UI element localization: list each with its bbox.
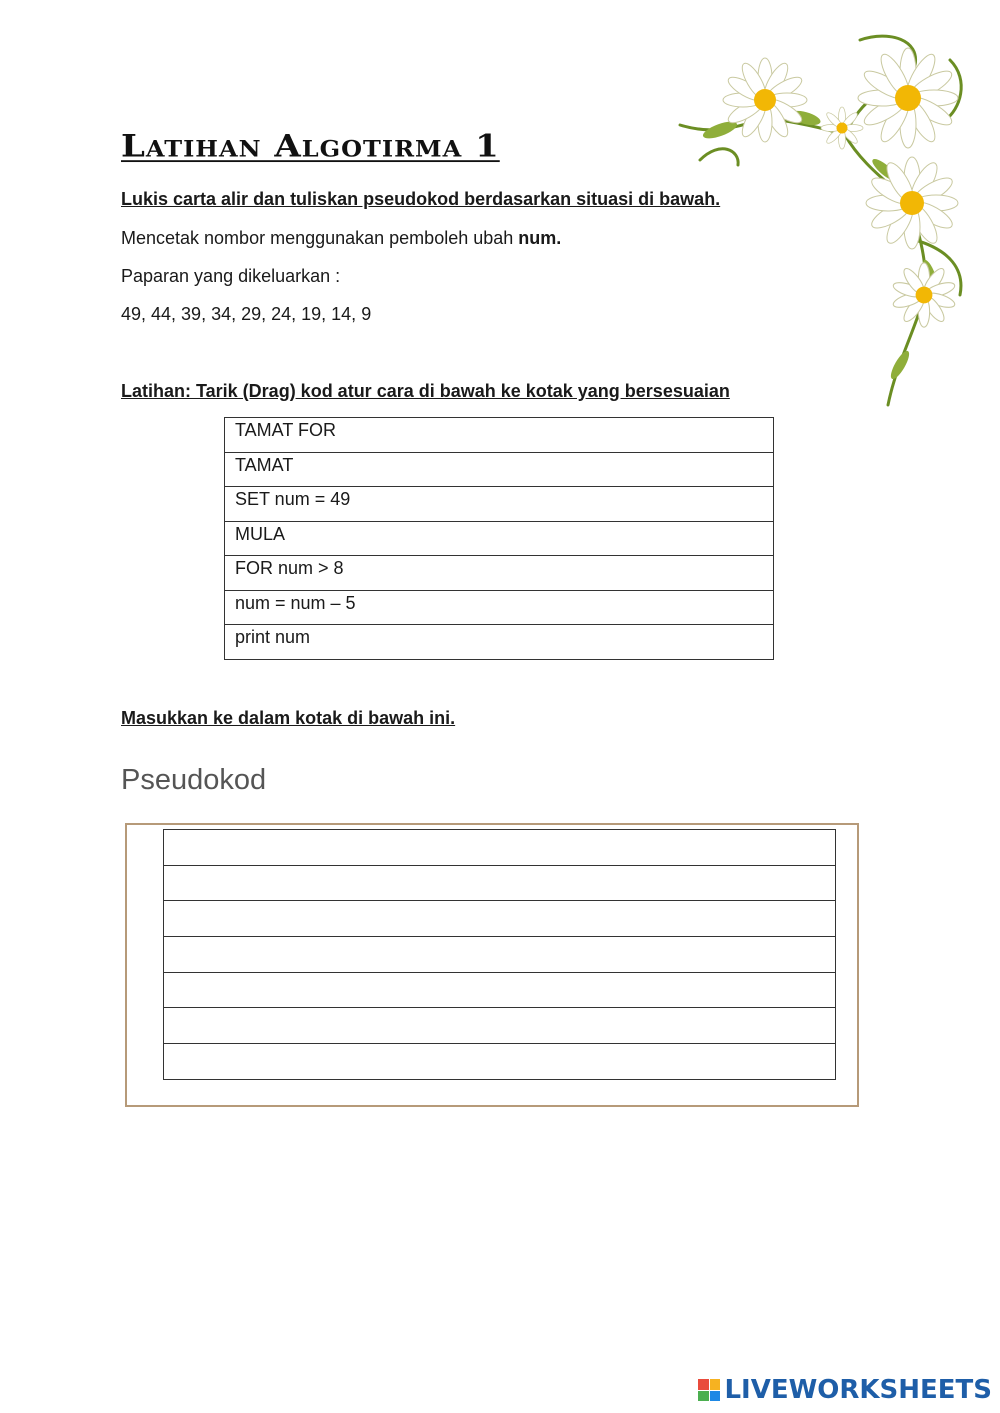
instruction-text: Lukis carta alir dan tuliskan pseudokod berdasarkan situasi di bawah. xyxy=(121,189,721,209)
code-line-tamat[interactable] xyxy=(225,452,774,487)
code-line-text[interactable]: print num xyxy=(225,625,774,660)
code-line-print-num[interactable] xyxy=(225,625,774,660)
drop-slot-2[interactable] xyxy=(164,865,836,901)
output-values: 49, 44, 39, 34, 29, 24, 19, 14, 9 xyxy=(121,304,372,324)
code-line-num-decrement[interactable] xyxy=(225,590,774,625)
code-line-text[interactable]: MULA xyxy=(225,521,774,556)
drop-slot-4[interactable] xyxy=(164,937,836,973)
code-line-mula[interactable] xyxy=(225,521,774,556)
variable-name: num. xyxy=(518,228,562,248)
pseudocode-drop-table xyxy=(163,829,836,1080)
code-line-tamat-for[interactable] xyxy=(225,418,774,453)
drop-instruction: Masukkan ke dalam kotak di bawah ini. xyxy=(121,708,456,728)
worksheet-title: Latihan Algotirma 1 xyxy=(121,128,500,165)
daisy-flower-decoration xyxy=(660,20,980,420)
drop-slot-3[interactable] xyxy=(164,901,836,937)
code-line-text[interactable]: SET num = 49 xyxy=(225,487,774,522)
code-line-text[interactable]: FOR num > 8 xyxy=(225,556,774,591)
description-text xyxy=(121,227,561,249)
code-line-for-num[interactable] xyxy=(225,556,774,591)
pseudocode-heading: Pseudokod xyxy=(121,764,267,796)
code-line-text[interactable]: TAMAT FOR xyxy=(225,418,774,453)
brand-text: LIVEWORKSHEETS xyxy=(724,1375,992,1405)
liveworksheets-brand xyxy=(698,1375,992,1405)
code-line-text[interactable]: TAMAT xyxy=(225,452,774,487)
drop-slot-1[interactable] xyxy=(164,830,836,866)
code-line-set-num[interactable] xyxy=(225,487,774,522)
drop-slot-5[interactable] xyxy=(164,972,836,1008)
output-label: Paparan yang dikeluarkan : xyxy=(121,266,341,286)
code-line-text[interactable]: num = num – 5 xyxy=(225,590,774,625)
drop-slot-6[interactable] xyxy=(164,1008,836,1044)
exercise-instruction: Latihan: Tarik (Drag) kod atur cara di bawah ke kotak yang bersesuaian xyxy=(121,381,730,401)
description-prefix: Mencetak nombor menggunakan pemboleh ubah xyxy=(121,228,519,248)
liveworksheets-logo-icon xyxy=(698,1379,720,1401)
draggable-code-table xyxy=(224,417,774,660)
drop-slot-7[interactable] xyxy=(164,1044,836,1080)
